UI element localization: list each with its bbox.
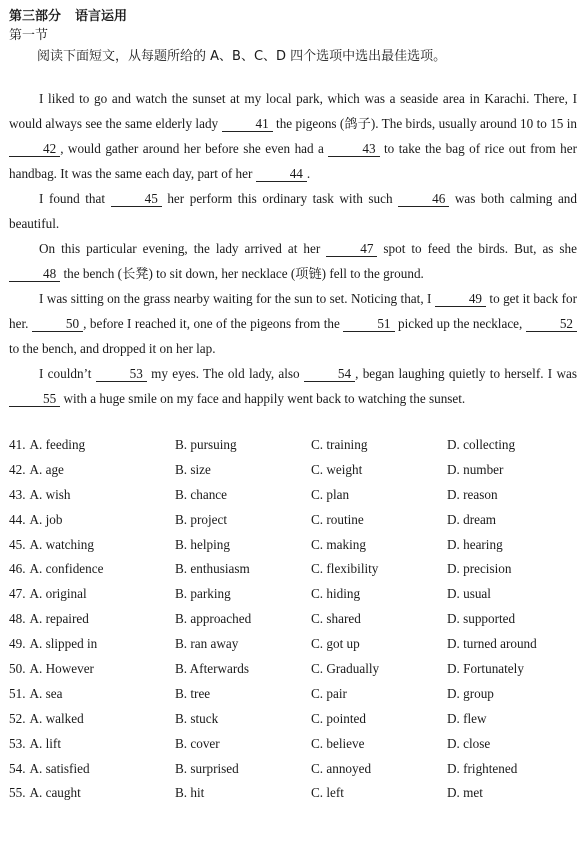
option-a <box>9 533 175 558</box>
option-d: D. dream <box>447 511 497 527</box>
passage-text: to take the bag of rice out from her handbag. It was the same each day, part of her <box>9 141 577 181</box>
option-d: D. collecting <box>447 437 516 452</box>
option-b: B. project <box>175 511 228 527</box>
instruction: 阅读下面短文，从每题所给的 A、B、C、D 四个选项中选出最佳选项。 <box>37 49 447 64</box>
question-number: 41. <box>9 437 26 452</box>
option-a <box>9 557 175 582</box>
question-options-row <box>9 533 577 558</box>
passage-text: picked up the necklace, <box>394 316 526 331</box>
passage-paragraph <box>9 186 577 236</box>
option-a <box>9 781 175 806</box>
option-a-text: A. walked <box>29 710 84 726</box>
passage-text: . <box>306 166 311 181</box>
passage-paragraph <box>9 86 577 186</box>
question-options-row <box>9 781 577 806</box>
question-options-row <box>9 458 577 483</box>
question-options-row <box>9 757 577 782</box>
question-number: 54. <box>9 760 26 776</box>
blank-number: 54 <box>304 367 355 382</box>
question-number: 50. <box>9 661 26 677</box>
blank-number: 49 <box>435 292 486 307</box>
passage-text: to the bench, and dropped it on her lap. <box>9 341 216 356</box>
question-options-row <box>9 582 577 607</box>
option-c: C. pointed <box>311 710 366 726</box>
option-d: D. hearing <box>447 536 503 552</box>
option-b: B. Afterwards <box>175 661 249 677</box>
option-a-text: A. confidence <box>29 561 104 577</box>
option-a <box>9 732 175 757</box>
option-a-text: A. age <box>29 461 64 477</box>
option-a <box>9 682 175 707</box>
option-b: B. hit <box>175 785 205 801</box>
option-a-text: A. job <box>29 511 63 527</box>
option-c: C. pair <box>311 685 347 701</box>
blank-number: 41 <box>222 117 273 132</box>
passage-text: with a huge smile on my face and happily went back to watching the sunset. <box>60 391 466 406</box>
option-a <box>9 707 175 732</box>
blank-number: 46 <box>398 192 449 207</box>
option-d: D. supported <box>447 611 516 627</box>
blank-number: 51 <box>343 317 394 332</box>
option-d: D. group <box>447 685 494 701</box>
option-d: D. met <box>447 785 483 801</box>
option-a <box>9 757 175 782</box>
option-b: B. helping <box>175 536 230 552</box>
option-a-text: A. lift <box>29 735 61 751</box>
passage-text: was both calming and beautiful. <box>9 191 577 231</box>
option-b: B. surprised <box>175 760 239 776</box>
option-b: B. enthusiasm <box>175 561 250 577</box>
option-c: C. plan <box>311 486 350 502</box>
question-number: 48. <box>9 611 26 627</box>
question-options-row <box>9 682 577 707</box>
blank-number: 45 <box>111 192 162 207</box>
option-a <box>9 433 175 458</box>
blank-number: 55 <box>9 392 60 407</box>
blank-number: 48 <box>9 267 60 282</box>
option-c: C. training <box>311 437 368 452</box>
question-number: 47. <box>9 586 26 602</box>
question-number: 49. <box>9 636 26 652</box>
option-a-text: A. wish <box>29 486 71 502</box>
question-number: 43. <box>9 486 26 502</box>
blank-number: 53 <box>96 367 147 382</box>
option-c: C. got up <box>311 636 360 652</box>
passage-text: On this particular evening, the lady arrived at her <box>39 241 327 256</box>
question-number: 55. <box>9 785 26 801</box>
blank-number: 52 <box>526 317 577 332</box>
option-c: C. weight <box>311 461 363 477</box>
question-options-row <box>9 657 577 682</box>
option-a-text: A. original <box>29 586 87 602</box>
question-number: 53. <box>9 735 26 751</box>
passage-paragraph <box>9 361 577 411</box>
option-b: B. ran away <box>175 636 239 652</box>
option-a-text: A. watching <box>29 536 94 552</box>
passage-text: , began laughing quietly to herself. I was <box>355 366 577 381</box>
passage-text: spot to feed the birds. But, as she <box>377 241 578 256</box>
option-d: D. flew <box>447 710 487 726</box>
option-a <box>9 483 175 508</box>
question-number: 44. <box>9 511 26 527</box>
passage-text: I liked to go and watch the sunset at my local park, which was a seaside area in Karachi. There, I would always see the same elderly lady <box>9 91 577 131</box>
option-b: B. chance <box>175 486 227 502</box>
option-a <box>9 657 175 682</box>
question-options-row <box>9 732 577 757</box>
passage-text: to get it back for her. <box>9 291 577 331</box>
option-b: B. pursuing <box>175 437 237 452</box>
option-b: B. tree <box>175 685 211 701</box>
option-c: C. believe <box>311 735 365 751</box>
option-a-text: A. feeding <box>29 437 86 452</box>
option-a-text: A. repaired <box>29 611 89 627</box>
passage-paragraph <box>9 286 577 361</box>
option-d: D. number <box>447 461 504 477</box>
option-a <box>9 607 175 632</box>
passage-text: I found that <box>39 191 111 206</box>
section-title: 第一节 <box>9 28 49 43</box>
question-options-row <box>9 607 577 632</box>
option-a <box>9 508 175 533</box>
passage-text: her perform this ordinary task with such <box>161 191 399 206</box>
option-a-text: A. However <box>29 661 94 677</box>
option-a-text: A. satisfied <box>29 760 90 776</box>
option-d: D. precision <box>447 561 512 577</box>
blank-number: 42 <box>9 142 60 157</box>
option-c: C. annoyed <box>311 760 372 776</box>
blank-number: 43 <box>328 142 379 157</box>
option-a <box>9 458 175 483</box>
option-a-text: A. caught <box>29 785 81 801</box>
part-number: 第三部分 <box>9 9 62 24</box>
question-number: 45. <box>9 536 26 552</box>
option-a <box>9 632 175 657</box>
option-b: B. parking <box>175 586 231 602</box>
question-options-row <box>9 483 577 508</box>
blank-number: 47 <box>326 242 377 257</box>
blank-number: 44 <box>256 167 307 182</box>
option-c: C. hiding <box>311 586 361 602</box>
passage-text: , before I reached it, one of the pigeons from the <box>83 316 344 331</box>
option-d: D. usual <box>447 586 491 602</box>
question-number: 52. <box>9 710 26 726</box>
option-b: B. approached <box>175 611 252 627</box>
blank-number: 50 <box>32 317 83 332</box>
question-options-row <box>9 632 577 657</box>
options-list <box>9 433 577 806</box>
question-options-row <box>9 707 577 732</box>
option-c: C. left <box>311 785 344 801</box>
option-a-text: A. slipped in <box>29 636 98 652</box>
cloze-passage <box>9 86 577 411</box>
option-c: C. Gradually <box>311 661 380 677</box>
option-b: B. stuck <box>175 710 219 726</box>
passage-text: the pigeons (鸽子). The birds, usually around 10 to 15 in <box>272 116 577 131</box>
question-options-row <box>9 508 577 533</box>
option-d: D. Fortunately <box>447 661 524 677</box>
question-number: 51. <box>9 685 26 701</box>
passage-text: I couldn’t <box>39 366 96 381</box>
question-options-row <box>9 433 577 458</box>
option-b: B. size <box>175 461 211 477</box>
option-c: C. routine <box>311 511 364 527</box>
passage-paragraph <box>9 236 577 286</box>
option-b: B. cover <box>175 735 220 751</box>
option-c: C. flexibility <box>311 561 379 577</box>
passage-text: , would gather around her before she even had a <box>60 141 329 156</box>
option-c: C. making <box>311 536 366 552</box>
option-a <box>9 582 175 607</box>
question-options-row <box>9 557 577 582</box>
option-d: D. turned around <box>447 636 537 652</box>
part-name: 语言运用 <box>75 9 128 24</box>
option-c: C. shared <box>311 611 361 627</box>
question-number: 42. <box>9 461 26 477</box>
question-number: 46. <box>9 561 26 577</box>
option-d: D. frightened <box>447 760 518 776</box>
passage-text: I was sitting on the grass nearby waiting for the sun to set. Noticing that, I <box>39 291 435 306</box>
option-a-text: A. sea <box>29 685 63 701</box>
passage-text: my eyes. The old lady, also <box>146 366 304 381</box>
option-d: D. close <box>447 735 491 751</box>
part-title <box>9 8 577 26</box>
option-d: D. reason <box>447 486 498 502</box>
passage-text: the bench (长凳) to sit down, her necklace (项链) fell to the ground. <box>60 266 424 281</box>
